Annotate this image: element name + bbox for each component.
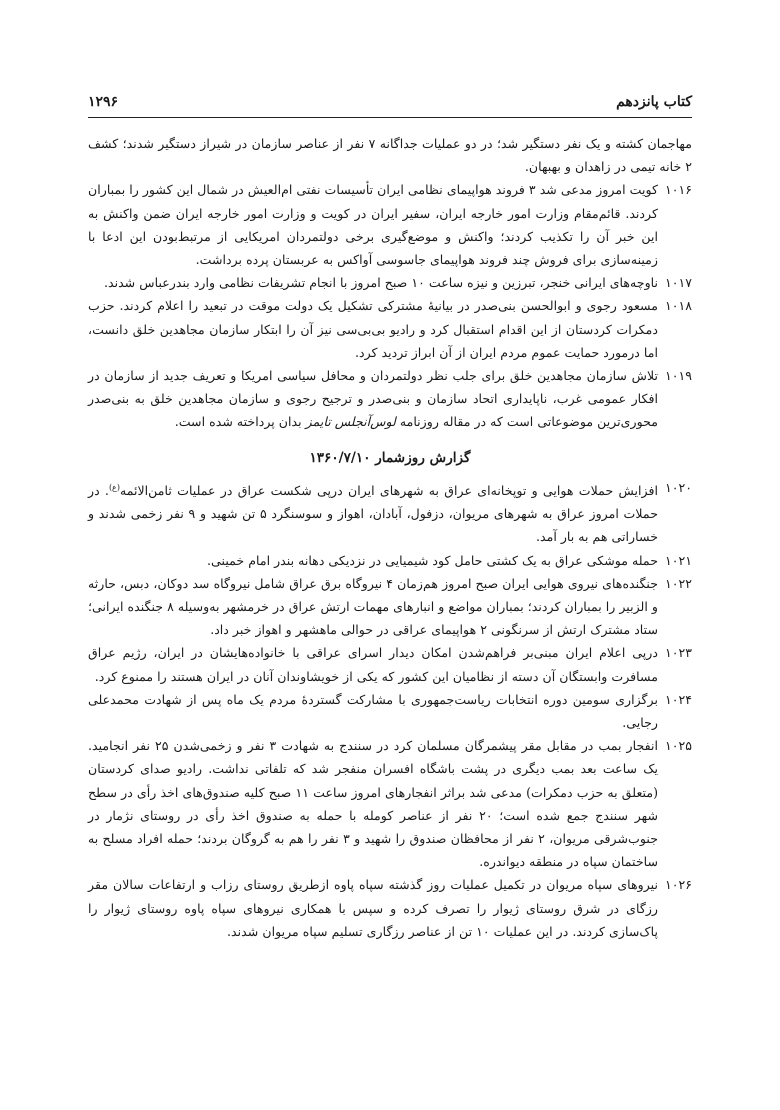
section-title: گزارش روزشمار ۱۳۶۰/۷/۱۰ xyxy=(309,449,471,466)
entry-text-part: بدان پرداخته شده است. xyxy=(174,414,306,430)
entry-text: درپی اعلام ایران مبنی‌بر فراهم‌شدن امکان دیدار اسرای عراقی با خانواده‌هایشان در ایران، رژیم عراق مسافرت وابستگان آن دسته از نظامیان این کشور که یکی از خویشاوندان آنان در ایران هستند را ممنوع کرد. xyxy=(88,645,658,684)
entry-text xyxy=(88,476,658,549)
entry-text: مسعود رجوی و ابوالحسن بنی‌صدر در بیانیهٔ مشترکی تشکیل یک دولت موقت در تبعید را اعلام کردند. حزب دمکرات کردستان از این اقدام استقبال کرد و رادیو بی‌بی‌سی نیز آن را ابتکار سازمان مجاهدین خلق دانست، اما درمورد حمایت عموم مردم ایران از آن ابراز تردید کرد. xyxy=(88,298,658,360)
entry-text-part: تلاش سازمان مجاهدین خلق برای جلب نظر دولتمردان و محافل سیاسی امریکا و تعریف جدید از سازمان در افکار عمومی غرب، ناپایداری اتحاد سازمان و بنی‌صدر و ترجیح رجوی و سازمان مجاهدین خلق به بنی‌صدر محوری‌ترین موضوعاتی است که در مقاله روزنامه xyxy=(88,368,658,430)
continuation-text: مهاجمان کشته و یک نفر دستگیر شد؛ در دو عملیات جداگانه ۷ نفر از عناصر سازمان در شیراز دستگیر شدند؛ کشف ۲ خانه تیمی در زاهدان و بهبهان. xyxy=(88,136,692,175)
entry-number: ۱۰۲۰ xyxy=(664,479,692,495)
entry-text: حمله موشکی عراق به یک کشتی حامل کود شیمیایی در نزدیکی دهانه بندر امام خمینی. xyxy=(207,552,658,568)
entry-number: ۱۰۱۸ xyxy=(664,298,692,314)
entry-text: کویت امروز مدعی شد ۳ فروند هواپیمای نظامی ایران تأسیسات نفتی ام‌العیش در شمال این کشور را بمباران کردند. قائم‌مقام وزارت امور خارجه ایران، سفیر ایران در کویت و وزارت امور خارجه ایران ضمن واکنش به این خبر آن را تکذیب کردند؛ واکنش و موضع‌گیری برخی دولتمردان امریکایی از مرتبط‌بودن این ادعا با زمینه‌سازی برای فروش چند فروند هواپیمای جاسوسی آواکس به عربستان پرده برداشت. xyxy=(88,182,658,268)
entry-1017 xyxy=(88,271,692,294)
entry-1018 xyxy=(88,294,692,364)
book-title: کتاب پانزدهم xyxy=(616,94,692,110)
entry-1022 xyxy=(88,572,692,642)
entry-1026 xyxy=(88,873,692,943)
continuation-paragraph xyxy=(88,132,692,178)
entry-1024 xyxy=(88,688,692,734)
entry-1020 xyxy=(88,476,692,549)
page-header xyxy=(88,94,692,118)
entry-number: ۱۰۱۷ xyxy=(664,275,692,291)
entry-text xyxy=(88,364,658,434)
honorific-superscript: (ع) xyxy=(108,482,120,492)
entry-text-part: . در حملات امروز عراق به شهرهای مریوان، دزفول، آبادان، اهواز و سوسنگرد ۵ تن شهید و ۹ نفر زخمی شدند و خساراتی هم به بار آمد. xyxy=(88,483,658,545)
entry-number: ۱۰۲۳ xyxy=(664,645,692,661)
book-page xyxy=(88,94,692,943)
entry-1023 xyxy=(88,641,692,687)
entry-number: ۱۰۱۹ xyxy=(664,368,692,384)
entry-1025 xyxy=(88,734,692,873)
page-body xyxy=(88,132,692,943)
page-number: ۱۲۹۶ xyxy=(88,94,119,110)
entry-text-part: افزایش حملات هوایی و توپخانه‌ای عراق به شهرهای ایران درپی شکست عراق در عملیات ثامن‌الائمه xyxy=(119,483,658,499)
entry-text: ناوچه‌های ایرانی خنجر، تبرزین و نیزه ساعت ۱۰ صبح امروز با انجام تشریفات نظامی وارد بندرعباس شدند. xyxy=(103,275,658,291)
entry-number: ۱۰۲۱ xyxy=(664,552,692,568)
entry-number: ۱۰۲۲ xyxy=(664,575,692,591)
entry-text: برگزاری سومین دوره انتخابات ریاست‌جمهوری با مشارکت گستردهٔ مردم یک ماه پس از شهادت محمدعلی رجایی. xyxy=(88,691,658,731)
entry-1016 xyxy=(88,178,692,271)
entry-text: انفجار بمب در مقابل مقر پیشمرگان مسلمان کرد در سنندج به شهادت ۳ نفر و زخمی‌شدن ۲۵ نفر انجامید. یک ساعت بعد بمب دیگری در پشت باشگاه افسران منفجر شد که تلفاتی نداشت. رادیو صدای کردستان (متعلق به حزب دمکرات) مدعی شد براثر انفجارهای امروز ساعت ۱۱ صبح کلیه صندوق‌های اخذ رأی در سطح شهر سنندج جمع شده است؛ ۲۰ نفر از عناصر کومله با حمله به صندوق اخذ رأی در روستای نژمار در جنوب‌شرقی مریوان، ۲ نفر از محافظان صندوق را شهید و ۳ نفر را هم به گروگان بردند؛ حمله افراد مسلح به ساختمان سپاه در منطقه دیواندره. xyxy=(88,738,658,870)
entry-number: ۱۰۲۴ xyxy=(664,691,692,707)
entry-1019 xyxy=(88,364,692,434)
entry-text: نیروهای سپاه مریوان در تکمیل عملیات روز گذشته سپاه پاوه ازطریق روستای رزاب و ارتفاعات سالان مقر رزگای در شرق روستای ژیوار را تصرف کرده و سپس با همکاری نیروهای سپاه پاوه روستای ژیوار را پاک‌سازی کردند. در این عملیات ۱۰ تن از عناصر رزگاری تسلیم سپاه مریوان شدند. xyxy=(88,877,658,939)
newspaper-name: لوس‌آنجلس تایمز xyxy=(305,414,396,430)
entry-text: جنگنده‌های نیروی هوایی ایران صبح امروز هم‌زمان ۴ نیروگاه برق عراق شامل نیروگاه سد دوکان، دبس، حارثه و الزبیر را بمباران کردند؛ بمباران مواضع و انبارهای مهمات ارتش عراق در خرمشهر به‌وسیله ۸ جنگنده ایرانی؛ ستاد مشترک ارتش از سرنگونی ۲ هواپیمای عراقی در حوالی ماهشهر و اهواز خبر داد. xyxy=(88,575,658,638)
entry-1021 xyxy=(88,549,692,572)
entry-number: ۱۰۲۶ xyxy=(664,877,692,893)
entry-number: ۱۰۲۵ xyxy=(664,738,692,754)
entry-number: ۱۰۱۶ xyxy=(664,182,692,198)
